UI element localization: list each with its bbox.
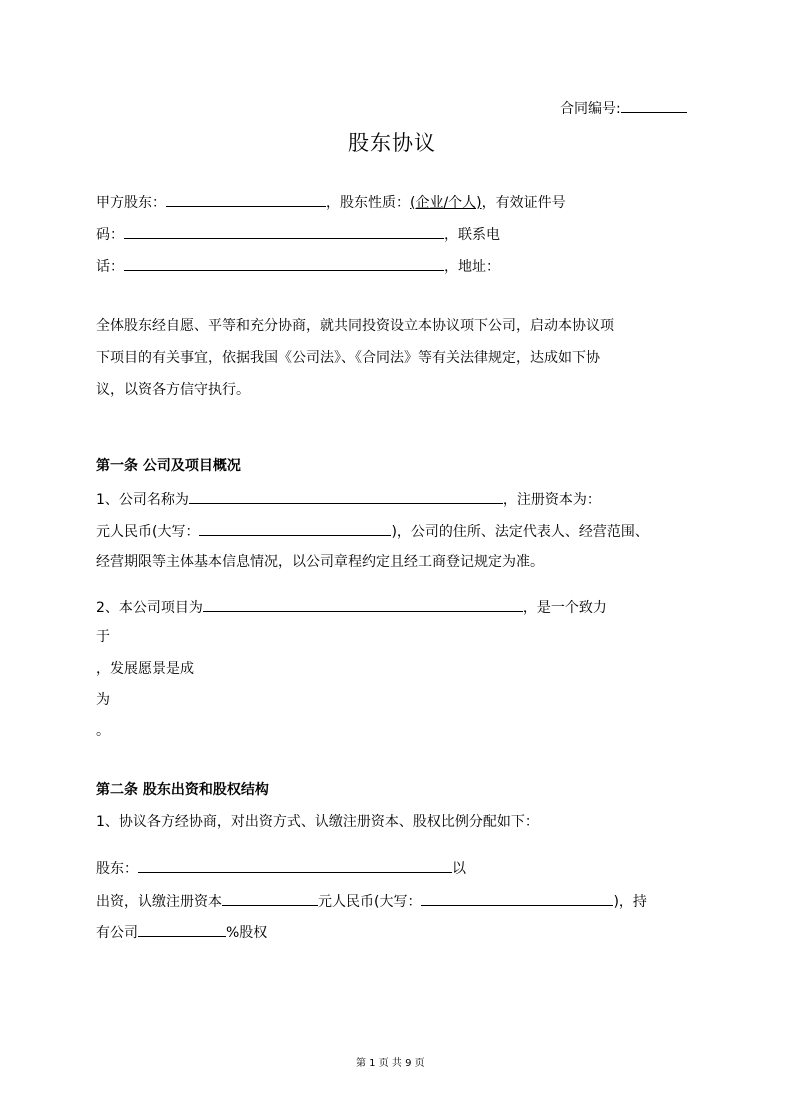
nature-label: ，股东性质： bbox=[326, 195, 410, 211]
intro-line-2: 下项目的有关事宜，依据我国《公司法》、《合同法》等有关法律规定，达成如下协 bbox=[96, 350, 600, 366]
company-info-text: )，公司的住所、法定代表人、经营范围、 bbox=[391, 524, 649, 540]
article-2-contribution-line bbox=[96, 891, 647, 911]
article-1-item-1-line-2 bbox=[96, 521, 649, 541]
article-1-heading: 第一条 公司及项目概况 bbox=[96, 458, 241, 474]
nature-value: (企业/个人) bbox=[410, 195, 482, 211]
intro-line-1: 全体股东经自愿、平等和充分协商，就共同投资设立本协议项下公司，启动本协议项 bbox=[96, 318, 614, 334]
phone-label-end: 话： bbox=[96, 259, 124, 275]
company-name-blank[interactable] bbox=[189, 489, 503, 504]
party-line-1 bbox=[96, 192, 566, 212]
article-1-item-2-line-4: 为 bbox=[96, 692, 110, 708]
article-2-heading: 第二条 股东出资和股权结构 bbox=[96, 782, 269, 798]
rmb-label: 元人民币(大写： bbox=[96, 524, 200, 540]
project-blank[interactable] bbox=[203, 597, 523, 612]
id-number-blank[interactable] bbox=[124, 224, 444, 239]
article-2-equity-line bbox=[96, 922, 267, 942]
contract-number-blank[interactable] bbox=[621, 98, 687, 113]
company-name-label: 1、公司名称为 bbox=[96, 492, 189, 508]
article-2-shareholder-line bbox=[96, 858, 466, 878]
equity-percent-blank[interactable] bbox=[138, 922, 226, 937]
subscribed-capital-words-blank[interactable] bbox=[421, 891, 613, 906]
contract-number bbox=[560, 98, 687, 118]
contribution-label: 出资，认缴注册资本 bbox=[96, 894, 222, 910]
project-label: 2、本公司项目为 bbox=[96, 600, 203, 616]
article-1-item-1 bbox=[96, 489, 601, 509]
capital-label: ，注册资本为： bbox=[502, 492, 601, 508]
page-title: 股东协议 bbox=[348, 131, 436, 155]
article-1-item-2 bbox=[96, 597, 607, 617]
with-label: 以 bbox=[452, 861, 466, 877]
contract-number-label: 合同编号: bbox=[560, 101, 621, 117]
article-1-item-2-line-5: 。 bbox=[96, 723, 110, 739]
hold-start-label: )，持 bbox=[613, 894, 647, 910]
hold-label: 有公司 bbox=[96, 925, 138, 941]
article-2-shareholder-label: 股东： bbox=[96, 861, 138, 877]
intro-line-3: 议，以资各方信守执行。 bbox=[96, 382, 250, 398]
page-number: 第 1 页 共 9 页 bbox=[356, 1058, 425, 1069]
id-label-end: 码： bbox=[96, 227, 124, 243]
id-label-start: ，有效证件号 bbox=[481, 195, 566, 211]
percent-label: %股权 bbox=[226, 925, 268, 941]
address-label: ，地址： bbox=[444, 259, 500, 275]
article-2-shareholder-blank[interactable] bbox=[138, 858, 452, 873]
phone-blank[interactable] bbox=[124, 256, 444, 271]
party-line-2 bbox=[96, 224, 500, 244]
project-aim-label: ，是一个致力 bbox=[522, 600, 607, 616]
article-1-item-1-line-3: 经营期限等主体基本信息情况，以公司章程约定且经工商登记规定为准。 bbox=[96, 554, 544, 570]
article-1-item-2-line-2: 于 bbox=[96, 629, 110, 645]
article-1-item-2-line-3: ，发展愿景是成 bbox=[96, 661, 194, 677]
shareholder-label: 甲方股东： bbox=[96, 195, 166, 211]
subscribed-capital-blank[interactable] bbox=[222, 891, 318, 906]
phone-label-start: ，联系电 bbox=[444, 227, 500, 243]
party-line-3 bbox=[96, 256, 500, 276]
article-2-rmb-label: 元人民币(大写： bbox=[318, 894, 422, 910]
capital-words-blank[interactable] bbox=[199, 521, 391, 536]
article-2-item-1: 1、协议各方经协商，对出资方式、认缴注册资本、股权比例分配如下： bbox=[96, 814, 539, 830]
shareholder-blank[interactable] bbox=[166, 192, 326, 207]
